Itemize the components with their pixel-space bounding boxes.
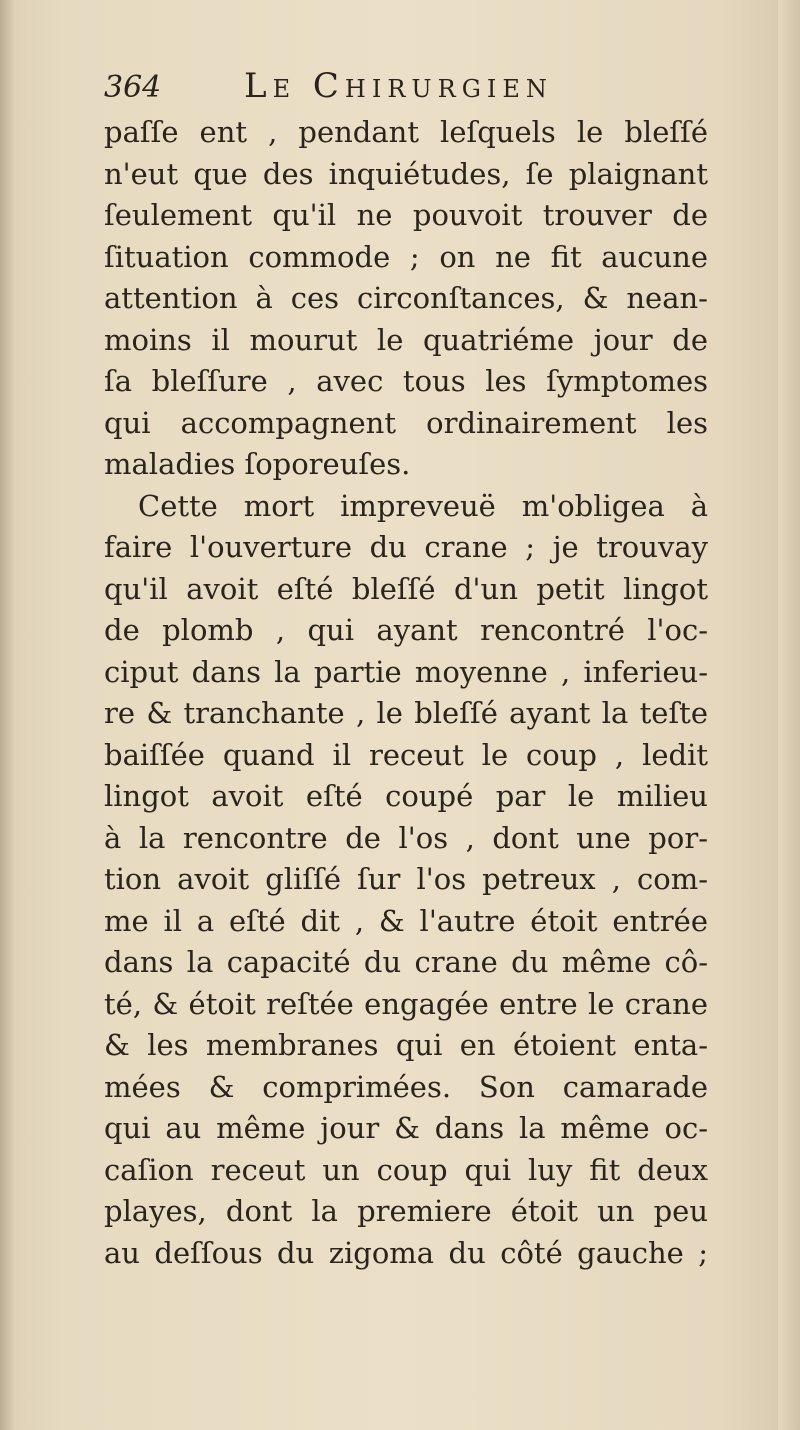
text-line: qui au même jour & dans la même oc- — [104, 1111, 708, 1145]
text-line: ſeulement qu'il ne pouvoit trouver de — [104, 198, 708, 232]
text-line: ſa bleſſure , avec tous les ſymptomes — [104, 364, 708, 398]
text-line: ſituation commode ; on ne fit aucune — [104, 239, 708, 274]
text-line: re & tranchante , le bleſſé ayant la teſte — [104, 696, 708, 730]
text-line: paſſe ent , pendant leſquels le bleſſé — [104, 115, 708, 149]
text-line: té, & étoit reſtée engagée entre le crane — [104, 986, 708, 1021]
text-line: & les membranes qui en étoient enta- — [104, 1028, 708, 1062]
running-title: Le Chirurgien — [244, 66, 553, 106]
text-line: au deſſous du zigoma du côté gauche ; — [104, 1235, 708, 1270]
text-line: lingot avoit eſté coupé par le milieu — [104, 779, 708, 813]
running-head — [104, 66, 704, 110]
text-line: Cette mort impreveuë m'obligea à — [138, 488, 708, 523]
page-number: 364 — [104, 70, 162, 105]
text-line: dans la capacité du crane du même cô- — [104, 945, 708, 979]
text-line: attention à ces circonſtances, & nean- — [104, 281, 708, 315]
page-edge — [778, 0, 800, 1430]
text-line: n'eut que des inquiétudes, ſe plaignant — [104, 156, 708, 191]
text-line: moins il mourut le quatriéme jour de — [104, 322, 708, 357]
text-line: me il a eſté dit , & l'autre étoit entrée — [104, 903, 708, 938]
text-line: qu'il avoit eſté bleſſé d'un petit lingot — [104, 571, 708, 606]
text-line: de plomb , qui ayant rencontré l'oc- — [104, 613, 708, 647]
text-line: maladies ſoporeuſes. — [104, 447, 411, 481]
text-line: faire l'ouverture du crane ; je trouvay — [104, 530, 708, 564]
text-line: caſion receut un coup qui luy fit deux — [104, 1152, 708, 1187]
text-line: tion avoit gliſſé ſur l'os petreux , com- — [104, 862, 708, 896]
text-line: à la rencontre de l'os , dont une por- — [104, 820, 708, 855]
text-line: baiſſée quand il receut le coup , ledit — [104, 737, 708, 772]
body-text — [104, 112, 708, 1274]
text-line: qui accompagnent ordinairement les — [104, 405, 708, 440]
text-line: ciput dans la partie moyenne , inferieu- — [104, 654, 708, 689]
page-gutter — [0, 0, 14, 1430]
text-line: playes, dont la premiere étoit un peu — [104, 1194, 708, 1228]
text-line: mées & comprimées. Son camarade — [104, 1069, 708, 1104]
